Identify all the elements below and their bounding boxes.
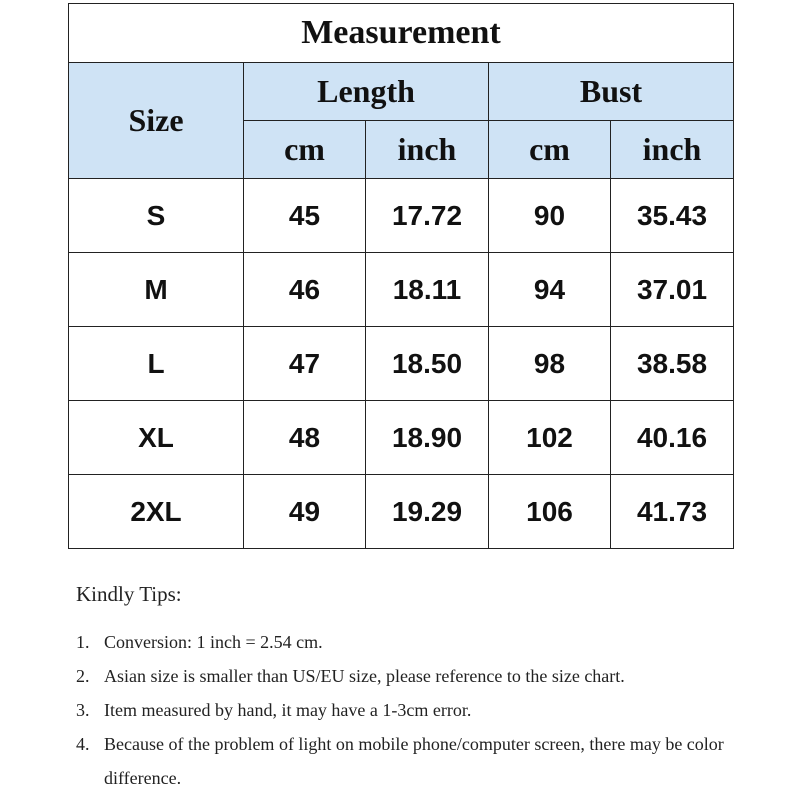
size-chart-table [68,3,734,549]
bust-cm-cell: 90 [489,179,611,253]
size-cell: S [69,179,244,253]
tip-number: 4. [76,734,90,754]
bust-cm-cell: 98 [489,327,611,401]
length-cm-cell: 46 [244,253,366,327]
table-row [69,179,734,253]
tip-number: 1. [76,632,90,652]
kindly-tips [76,582,776,795]
tip-text: Asian size is smaller than US/EU size, please reference to the size chart. [104,666,625,686]
tip-text: Conversion: 1 inch = 2.54 cm. [104,632,323,652]
size-cell: M [69,253,244,327]
length-cm-cell: 48 [244,401,366,475]
list-item [76,727,776,795]
bust-inch-cell: 37.01 [611,253,734,327]
tips-title: Kindly Tips: [76,582,182,606]
size-header: Size [69,63,244,179]
length-inch-cell: 18.11 [366,253,489,327]
list-item [76,693,776,727]
length-inch-cell: 18.90 [366,401,489,475]
table-row [69,327,734,401]
bust-inch-cell: 35.43 [611,179,734,253]
size-cell: XL [69,401,244,475]
bust-header: Bust [489,63,734,121]
bust-inch-cell: 40.16 [611,401,734,475]
length-cm-cell: 49 [244,475,366,549]
length-cm-cell: 45 [244,179,366,253]
unit-header: inch [366,121,489,179]
unit-header: inch [611,121,734,179]
bust-cm-cell: 94 [489,253,611,327]
unit-header: cm [489,121,611,179]
table-row [69,253,734,327]
list-item [76,625,776,659]
tip-text: Item measured by hand, it may have a 1-3cm error. [104,700,472,720]
length-cm-cell: 47 [244,327,366,401]
tips-list [76,625,776,795]
table-row [69,401,734,475]
size-cell: L [69,327,244,401]
unit-header: cm [244,121,366,179]
bust-inch-cell: 38.58 [611,327,734,401]
tip-number: 2. [76,666,90,686]
size-cell: 2XL [69,475,244,549]
list-item [76,659,776,693]
length-inch-cell: 17.72 [366,179,489,253]
bust-cm-cell: 102 [489,401,611,475]
bust-inch-cell: 41.73 [611,475,734,549]
length-inch-cell: 18.50 [366,327,489,401]
length-header: Length [244,63,489,121]
tip-text: Because of the problem of light on mobile phone/computer screen, there may be color difference. [104,734,724,788]
length-inch-cell: 19.29 [366,475,489,549]
table-title: Measurement [69,4,734,63]
table-row [69,475,734,549]
tip-number: 3. [76,700,90,720]
bust-cm-cell: 106 [489,475,611,549]
